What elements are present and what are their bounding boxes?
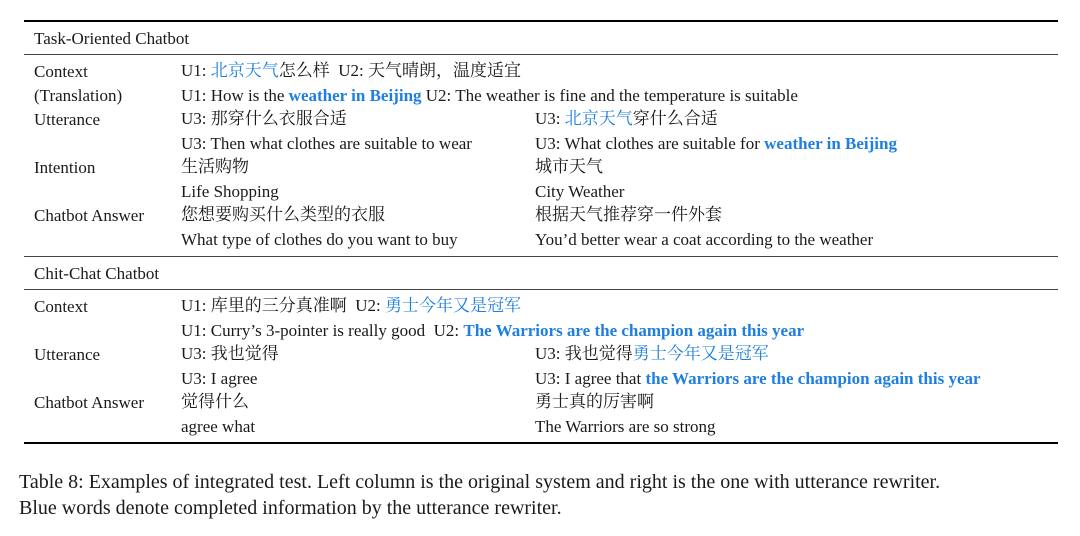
chit-answer-right-en: The Warriors are so strong [535,417,716,436]
task-answer-label: Chatbot Answer [34,206,145,225]
chit-utterance-right-zh: U3: 我也觉得勇士今年又是冠军 [535,344,769,363]
chit-answer-left-en: agree what [181,417,256,436]
chit-utterance-label: Utterance [34,345,101,364]
intention-right-en: City Weather [535,182,625,201]
task-utterance-left-en: U3: Then what clothes are suitable to wear [181,134,472,153]
translation-label: (Translation) [34,86,123,105]
chit-utterance-right-en: U3: I agree that the Warriors are the champion again this year [535,369,981,388]
chit-utterance-left-en: U3: I agree [181,369,258,388]
chit-context-en: U1: Curry’s 3-pointer is really good U2: The Warriors are the champion again this year [181,321,805,340]
completed-info-highlight: 北京天气 [210,61,279,80]
task-answer-left-en: What type of clothes do you want to buy [181,230,458,249]
chit-utterance-left-zh: U3: 我也觉得 [181,344,279,363]
chit-answer-left-zh: 觉得什么 [181,392,249,411]
bottom-rule [24,442,1058,444]
task-answer-right-en: You’d better wear a coat according to the weather [535,230,874,249]
intention-label: Intention [34,158,96,177]
completed-info-highlight: 勇士今年又是冠军 [385,296,521,315]
task-context-en: U1: How is the weather in Beijing U2: The weather is fine and the temperature is suitable [181,86,798,105]
task-utterance-label: Utterance [34,110,101,129]
chit-section-title: Chit-Chat Chatbot [34,264,160,283]
chit-context-zh: U1: 库里的三分真准啊 U2: 勇士今年又是冠军 [181,296,521,315]
intention-left-en: Life Shopping [181,182,279,201]
chit-header-rule [24,289,1058,290]
completed-info-highlight: The Warriors are the champion again this year [463,321,805,340]
task-answer-left-zh: 您想要购买什么类型的衣服 [181,205,385,224]
completed-info-highlight: 勇士今年又是冠军 [632,344,769,363]
completed-info-highlight: 北京天气 [564,109,633,128]
task-utterance-left-zh: U3: 那穿什么衣服合适 [181,109,347,128]
chit-answer-label: Chatbot Answer [34,393,145,412]
task-utterance-right-en: U3: What clothes are suitable for weather in Beijing [535,134,897,153]
caption-line-1: Table 8: Examples of integrated test. Left column is the original system and right is the one with utterance rewriter. [19,471,941,493]
caption-line-2: Blue words denote completed information by the utterance rewriter. [19,497,562,519]
completed-info-highlight: weather in Beijing [764,134,897,153]
top-rule [24,20,1058,22]
task-context-zh: U1: 北京天气怎么样 U2: 天气晴朗，温度适宜 [181,61,521,80]
chit-answer-right-zh: 勇士真的厉害啊 [535,392,654,411]
task-header-rule [24,54,1058,55]
chit-context-label: Context [34,297,88,316]
table-caption [19,469,1069,521]
completed-info-highlight: the Warriors are the champion again this year [645,369,981,388]
intention-right-zh: 城市天气 [535,157,603,176]
task-context-label: Context [34,62,88,81]
section-divider-rule [24,256,1058,257]
completed-info-highlight: weather in Beijing [288,86,422,105]
task-section-title: Task-Oriented Chatbot [34,29,190,48]
task-answer-right-zh: 根据天气推荐穿一件外套 [535,205,722,224]
task-utterance-right-zh: U3: 北京天气穿什么合适 [535,109,718,128]
intention-left-zh: 生活购物 [181,157,249,176]
